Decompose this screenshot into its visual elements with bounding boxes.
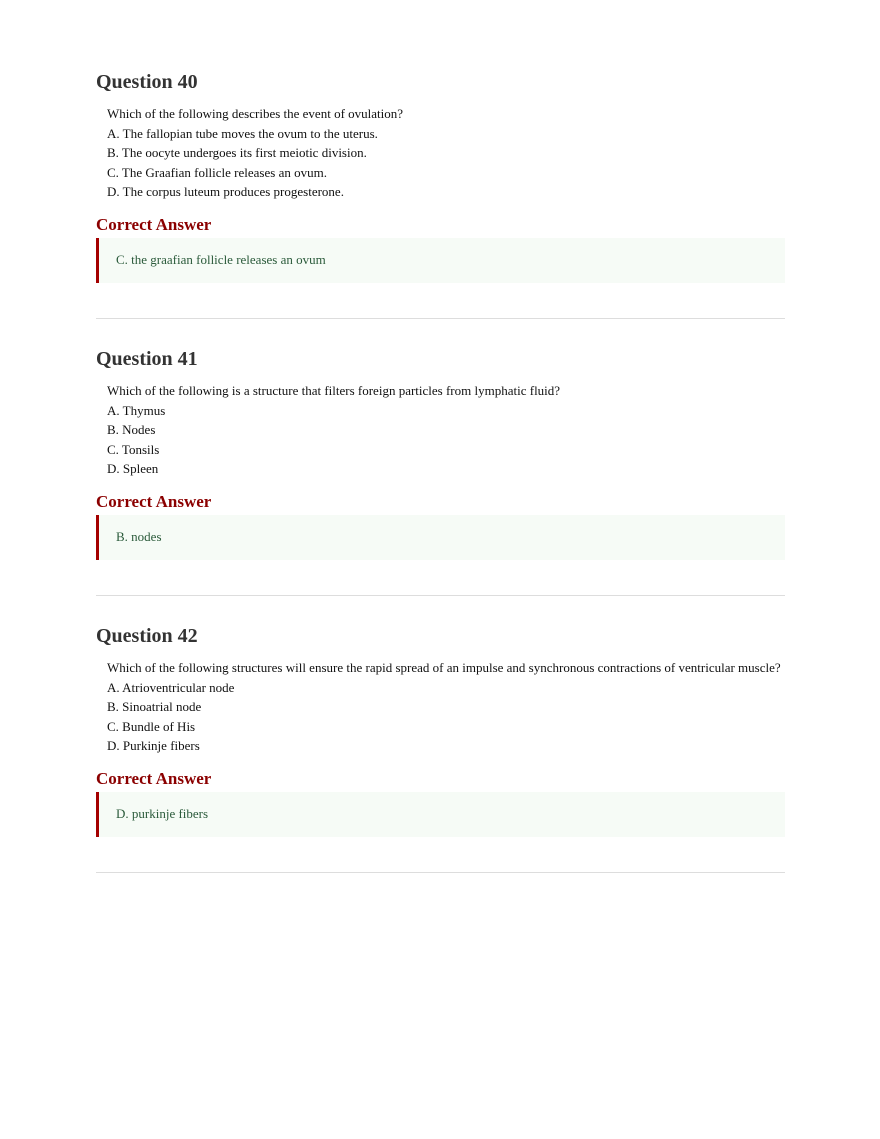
correct-answer-heading: Correct Answer [96, 214, 212, 234]
correct-answer-heading: Correct Answer [96, 768, 212, 788]
question-divider [96, 318, 785, 319]
question-divider [96, 595, 785, 596]
question-block-40 [96, 70, 785, 319]
question-prompt: Which of the following describes the event of ovulation? [107, 106, 404, 121]
correct-answer-text: B. nodes [116, 529, 162, 544]
question-block-42 [96, 624, 785, 873]
correct-answer-box [96, 792, 785, 837]
correct-answer-box [96, 238, 785, 283]
question-block-41 [96, 347, 785, 596]
option-b: B. The oocyte undergoes its first meiotic division. [107, 145, 367, 160]
question-title: Question 42 [96, 625, 198, 647]
option-c: C. Bundle of His [107, 718, 196, 734]
question-title: Question 40 [96, 71, 198, 93]
question-prompt: Which of the following structures will ensure the rapid spread of an impulse and synchronous contractions of ventricular muscle? [107, 660, 781, 675]
option-d: D. Spleen [107, 461, 159, 476]
quiz-page [96, 70, 785, 873]
question-divider [96, 872, 785, 873]
option-a: A. Thymus [107, 402, 166, 418]
correct-answer-heading: Correct Answer [96, 491, 212, 511]
correct-answer-box [96, 515, 785, 560]
option-d: D. Purkinje fibers [107, 738, 200, 753]
correct-answer-text: D. purkinje fibers [116, 806, 209, 821]
question-body [96, 658, 785, 756]
option-b: B. Nodes [107, 422, 156, 437]
question-prompt: Which of the following is a structure that filters foreign particles from lymphatic fluid? [107, 383, 561, 398]
option-a: A. Atrioventricular node [107, 679, 235, 695]
option-a: A. The fallopian tube moves the ovum to the uterus. [107, 125, 378, 141]
question-body [96, 104, 785, 202]
correct-answer-text: C. the graafian follicle releases an ovum [116, 252, 326, 267]
option-c: C. Tonsils [107, 441, 160, 457]
question-body [96, 381, 785, 479]
option-d: D. The corpus luteum produces progesterone. [107, 184, 344, 199]
option-b: B. Sinoatrial node [107, 699, 202, 714]
option-c: C. The Graafian follicle releases an ovum. [107, 164, 327, 180]
question-title: Question 41 [96, 348, 198, 370]
